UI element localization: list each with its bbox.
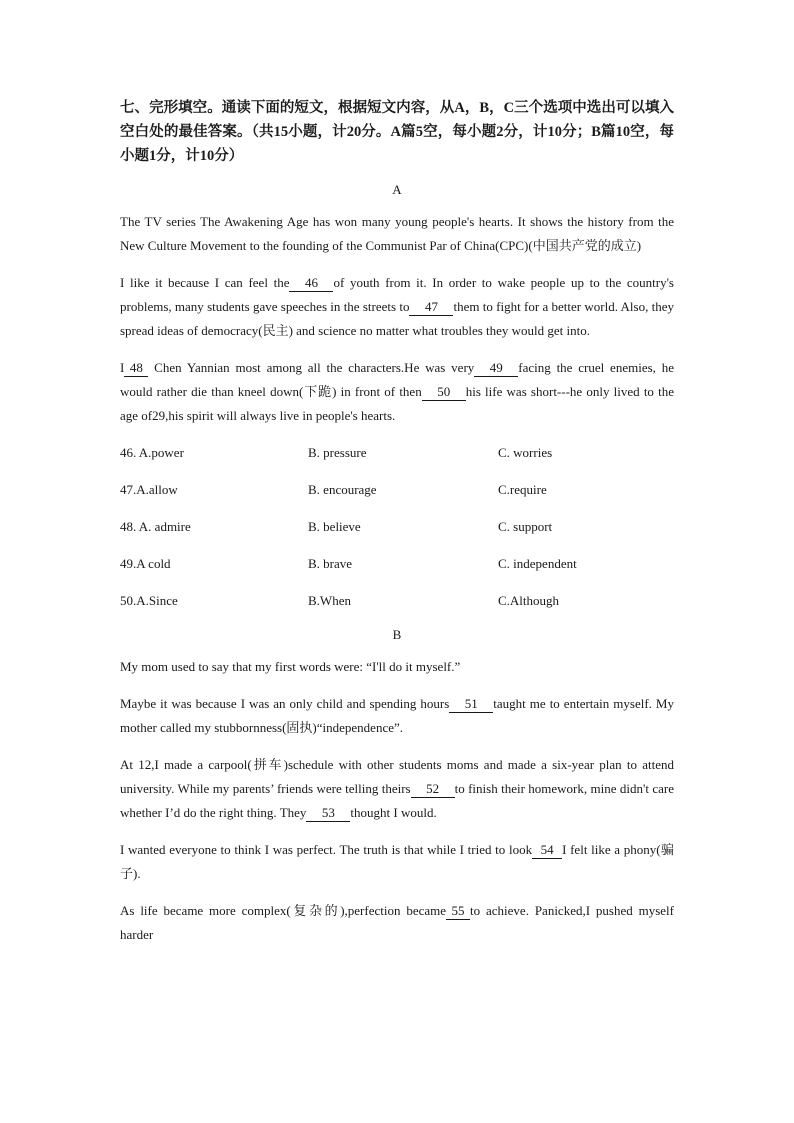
passage-a-paragraph-3 xyxy=(120,356,674,428)
passage-b-paragraph-4 xyxy=(120,838,674,886)
option-b: B.When xyxy=(308,593,351,608)
text-segment: to finish their homework, mine didn't care whether I’d do the right thing. They xyxy=(120,781,674,820)
option-row-49 xyxy=(120,552,674,576)
blank-50: 50 xyxy=(422,384,466,401)
option-c: C.Although xyxy=(498,593,560,608)
blank-53: 53 xyxy=(306,805,350,822)
option-row-48 xyxy=(120,515,674,539)
blank-51: 51 xyxy=(449,696,493,713)
passage-a-options xyxy=(120,441,674,613)
exam-page xyxy=(120,96,674,960)
passage-b-title: B xyxy=(392,627,402,642)
section-heading: 七、完形填空。通读下面的短文，根据短文内容，从A，B，C三个选项中选出可以填入空白处的最佳答案。（共15小题，计20分。A篇5空，每小题2分，计10分；B篇10空，每小题1分，计10分） xyxy=(120,100,674,164)
passage-b-paragraph-5 xyxy=(120,899,674,947)
blank-46: 46 xyxy=(289,275,333,292)
text-segment: As life became more complex(复杂的),perfection became xyxy=(120,903,447,918)
option-c: C. support xyxy=(498,519,553,534)
passage-a-title: A xyxy=(392,182,402,197)
text-segment: Chen Yannian most among all the characters.He was very xyxy=(148,360,475,375)
blank-48: 48 xyxy=(124,360,148,377)
option-b: B. pressure xyxy=(308,445,367,460)
passage-b-paragraph-3 xyxy=(120,753,674,825)
option-b: B. believe xyxy=(308,519,361,534)
option-row-47 xyxy=(120,478,674,502)
option-c: C. independent xyxy=(498,556,577,571)
option-a: 50.A.Since xyxy=(120,593,178,608)
text-segment: facing the cruel enemies, he would rather die than kneel down(下跪) in front of then xyxy=(120,360,674,399)
option-a: 46. A.power xyxy=(120,445,184,460)
text-segment: of youth from it. In order to wake people up to the country's problems, many students gave speeches in the streets to xyxy=(120,275,674,314)
passage-a-paragraph-2 xyxy=(120,271,674,343)
option-a: 47.A.allow xyxy=(120,482,178,497)
option-c: C. worries xyxy=(498,445,553,460)
text-segment: them to fight for a better world. Also, they spread ideas of democracy(民主) and science no matter what troubles they would get into. xyxy=(120,299,675,338)
text-segment: to achieve. Panicked,I pushed myself harder xyxy=(120,903,674,942)
text-segment: At 12,I made a carpool(拼车)schedule with other students moms and made a six-year plan to attend university. While my parents’ friends were telling theirs xyxy=(120,757,674,796)
text-segment: Maybe it was because I was an only child and spending hours xyxy=(120,696,450,711)
text-segment: thought I would. xyxy=(350,805,437,820)
option-b: B. brave xyxy=(308,556,353,571)
blank-54: 54 xyxy=(532,842,562,859)
blank-49: 49 xyxy=(474,360,518,377)
text-segment: taught me to entertain myself. My mother called my stubbornness(固执)“independence”. xyxy=(120,696,674,735)
text-segment: I wanted everyone to think I was perfect. The truth is that while I tried to look xyxy=(120,842,533,857)
option-row-46 xyxy=(120,441,674,465)
option-row-50 xyxy=(120,589,674,613)
text-segment: I like it because I can feel the xyxy=(120,275,290,290)
option-a: 48. A. admire xyxy=(120,519,191,534)
blank-52: 52 xyxy=(411,781,455,798)
passage-b-paragraph-2 xyxy=(120,692,674,740)
passage-a-paragraph-1: The TV series The Awakening Age has won many young people's hearts. It shows the history from the New Culture Movement to the founding of the Communist Par of China(CPC)(中国共产党的成立) xyxy=(120,214,674,253)
blank-47: 47 xyxy=(409,299,453,316)
text-segment: I xyxy=(120,360,125,375)
text-segment: I felt like a phony(骗子). xyxy=(120,842,675,881)
option-c: C.require xyxy=(498,482,547,497)
passage-b-paragraph-1: My mom used to say that my first words were: “I'll do it myself.” xyxy=(120,659,461,674)
text-segment: his life was short---he only lived to the age of29,his spirit will always live in people's hearts. xyxy=(120,384,674,423)
option-a: 49.A cold xyxy=(120,556,171,571)
blank-55: 55 xyxy=(446,903,470,920)
option-b: B. encourage xyxy=(308,482,377,497)
